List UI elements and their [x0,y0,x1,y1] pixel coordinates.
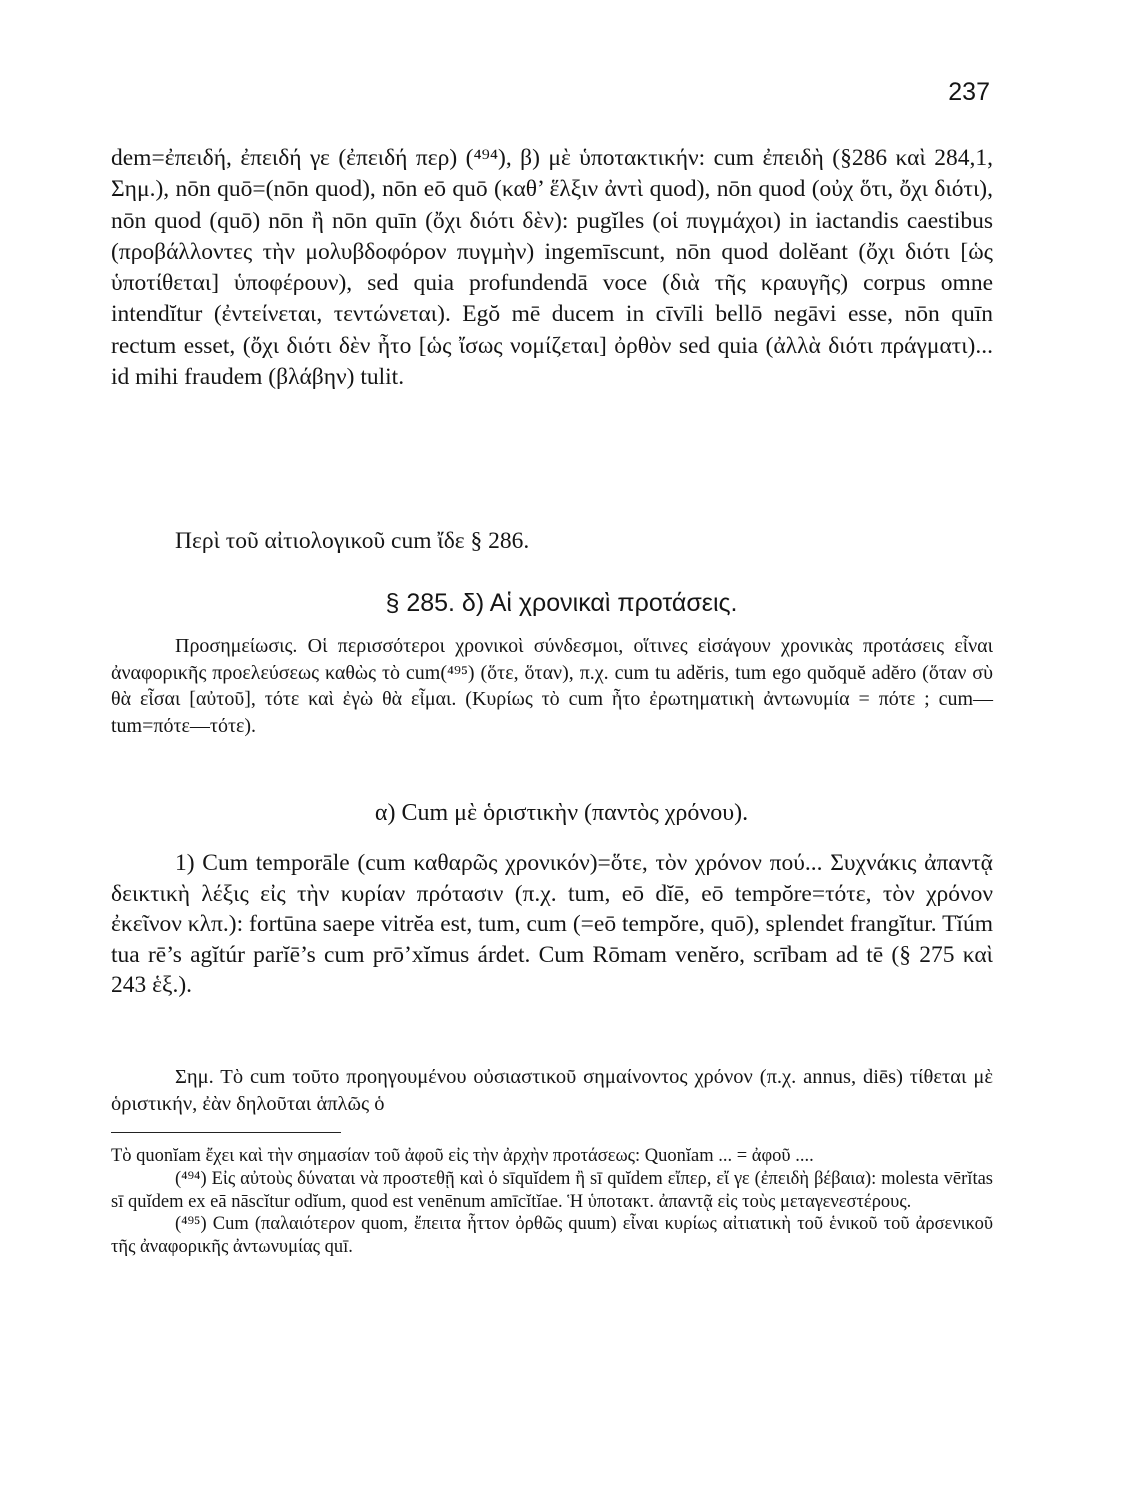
footnotes [111,1145,993,1259]
remark-text: Σημ. Τὸ cum τοῦτο προηγουμένου οὐσιαστικοῦ σημαίνοντος χρόνον (π.χ. annus, diēs) τίθεται μὲ ὁριστικήν, ἐὰν δηλοῦται ἁπλῶς ὁ [111,1066,993,1115]
paragraph-2-text: 1) Cum temporāle (cum καθαρῶς χρονικόν)=ὅτε, τὸν χρόνον πού... Συχνάκις ἀπαντᾷ δεικτικὴ λέξις εἰς τὴν κυρίαν πρότασιν (π.χ. tum, eō dĭē, eō tempŏre=τότε, τὸν χρόνον ἐκεῖνον κλπ.): fortūna saepe vitrĕa est, tum, cum (=eō tempŏre, quō), splendet frangĭtur. Tĭúm tua rē’s agĭtúr parĭē’s cum prō’xĭmus árdet. Cum Rōmam venĕro, scrībam ad tē (§ 275 καὶ 243 ἑξ.). [111,850,993,999]
paragraph-text: dem=ἐπειδή, ἐπειδή γε (ἐπειδή περ) (⁴⁹⁴), β) μὲ ὑποτακτικήν: cum ἐπειδὴ (§286 καὶ 284,1, Σημ.), nōn quō=(nōn quod), nōn eō quō (καθ’ ἕλξιν ἀντὶ quod), nōn quod (οὐχ ὅτι, ὄχι διότι), nōn quod (quō) nōn ἢ nōn quīn (ὄχι διότι δὲν): pugĭles (οἱ πυγμάχοι) in iactandis caestibus (προβάλλοντες τὴν μολυβδοφόρον πυγμὴν) ingemīscunt, nōn quod dolĕant (ὄχι διότι [ὡς ὑποτίθεται] ὑποφέρουν), sed quia profundendā voce (διὰ τῆς κραυγῆς) corpus omne intendĭtur (ἐντείνεται, τεντώνεται). Egŏ mē ducem in cīvīli bellō negāvi esse, nōn quīn rectum esset, (ὄχι διότι δὲν ἦτο [ὡς ἴσως νομίζεται] ὀρθὸν sed quia (ἀλλὰ διότι πράγματι)... id mihi fraudem (βλάβην) tulit. [111,145,993,391]
prenote-text: Προσημείωσις. Οἱ περισσότεροι χρονικοὶ σύνδεσμοι, οἵτινες εἰσάγουν χρονικὰς προτάσεις εἶναι ἀναφορικῆς προελεύσεως καθὼς τὸ cum(⁴⁹⁵) (ὅτε, ὅταν), π.χ. cum tu adĕris, tum ego quŏquĕ adĕro (ὅταν σὺ θὰ εἶσαι [αὐτοῦ], τότε καὶ ἐγὼ θὰ εἶμαι. (Κυρίως τὸ cum ἦτο ἐρωτηματικὴ ἀντωνυμία = πότε ; cum—tum=πότε—τότε). [111,635,993,737]
prenote-block [111,633,993,739]
footnote-intro: Τὸ quonĭam ἔχει καὶ τὴν σημασίαν τοῦ ἀφοῦ εἰς τὴν ἀρχὴν προτάσεως: Quonĭam ... = ἀφοῦ .... [111,1146,814,1166]
page-number: 237 [948,78,990,106]
section-heading: § 285. δ) Αἱ χρονικαὶ προτάσεις. [385,589,738,617]
main-paragraph [111,143,993,393]
subsection-heading: α) Cum μὲ ὁριστικὴν (παντὸς χρόνου). [374,800,749,826]
footnote-494: (⁴⁹⁴) Εἰς αὐτοὺς δύναται νὰ προστεθῇ καὶ ὁ sīquĭdem ἢ sī quĭdem εἴπερ, εἴ γε (ἐπειδὴ βέβαια): molesta vērĭtas sī quĭdem ex eā nāscĭtur odĭum, quod est venēnum amīcĭtĭae. Ἡ ὑποτακτ. ἀπαντᾷ εἰς τοὺς μεταγενεστέρους. [111,1168,993,1212]
footnote-divider [111,1132,341,1133]
footnote-495: (⁴⁹⁵) Cum (παλαιότερον quom, ἔπειτα ἧττον ὀρθῶς quum) εἶναι κυρίως αἰτιατικὴ τοῦ ἑνικοῦ τοῦ ἀρσενικοῦ τῆς ἀναφορικῆς ἀντωνυμίας quī. [111,1214,993,1258]
main-paragraph-2 [111,848,993,1001]
remark-block [111,1064,993,1117]
cross-reference: Περὶ τοῦ αἰτιολογικοῦ cum ἴδε § 286. [175,528,530,554]
